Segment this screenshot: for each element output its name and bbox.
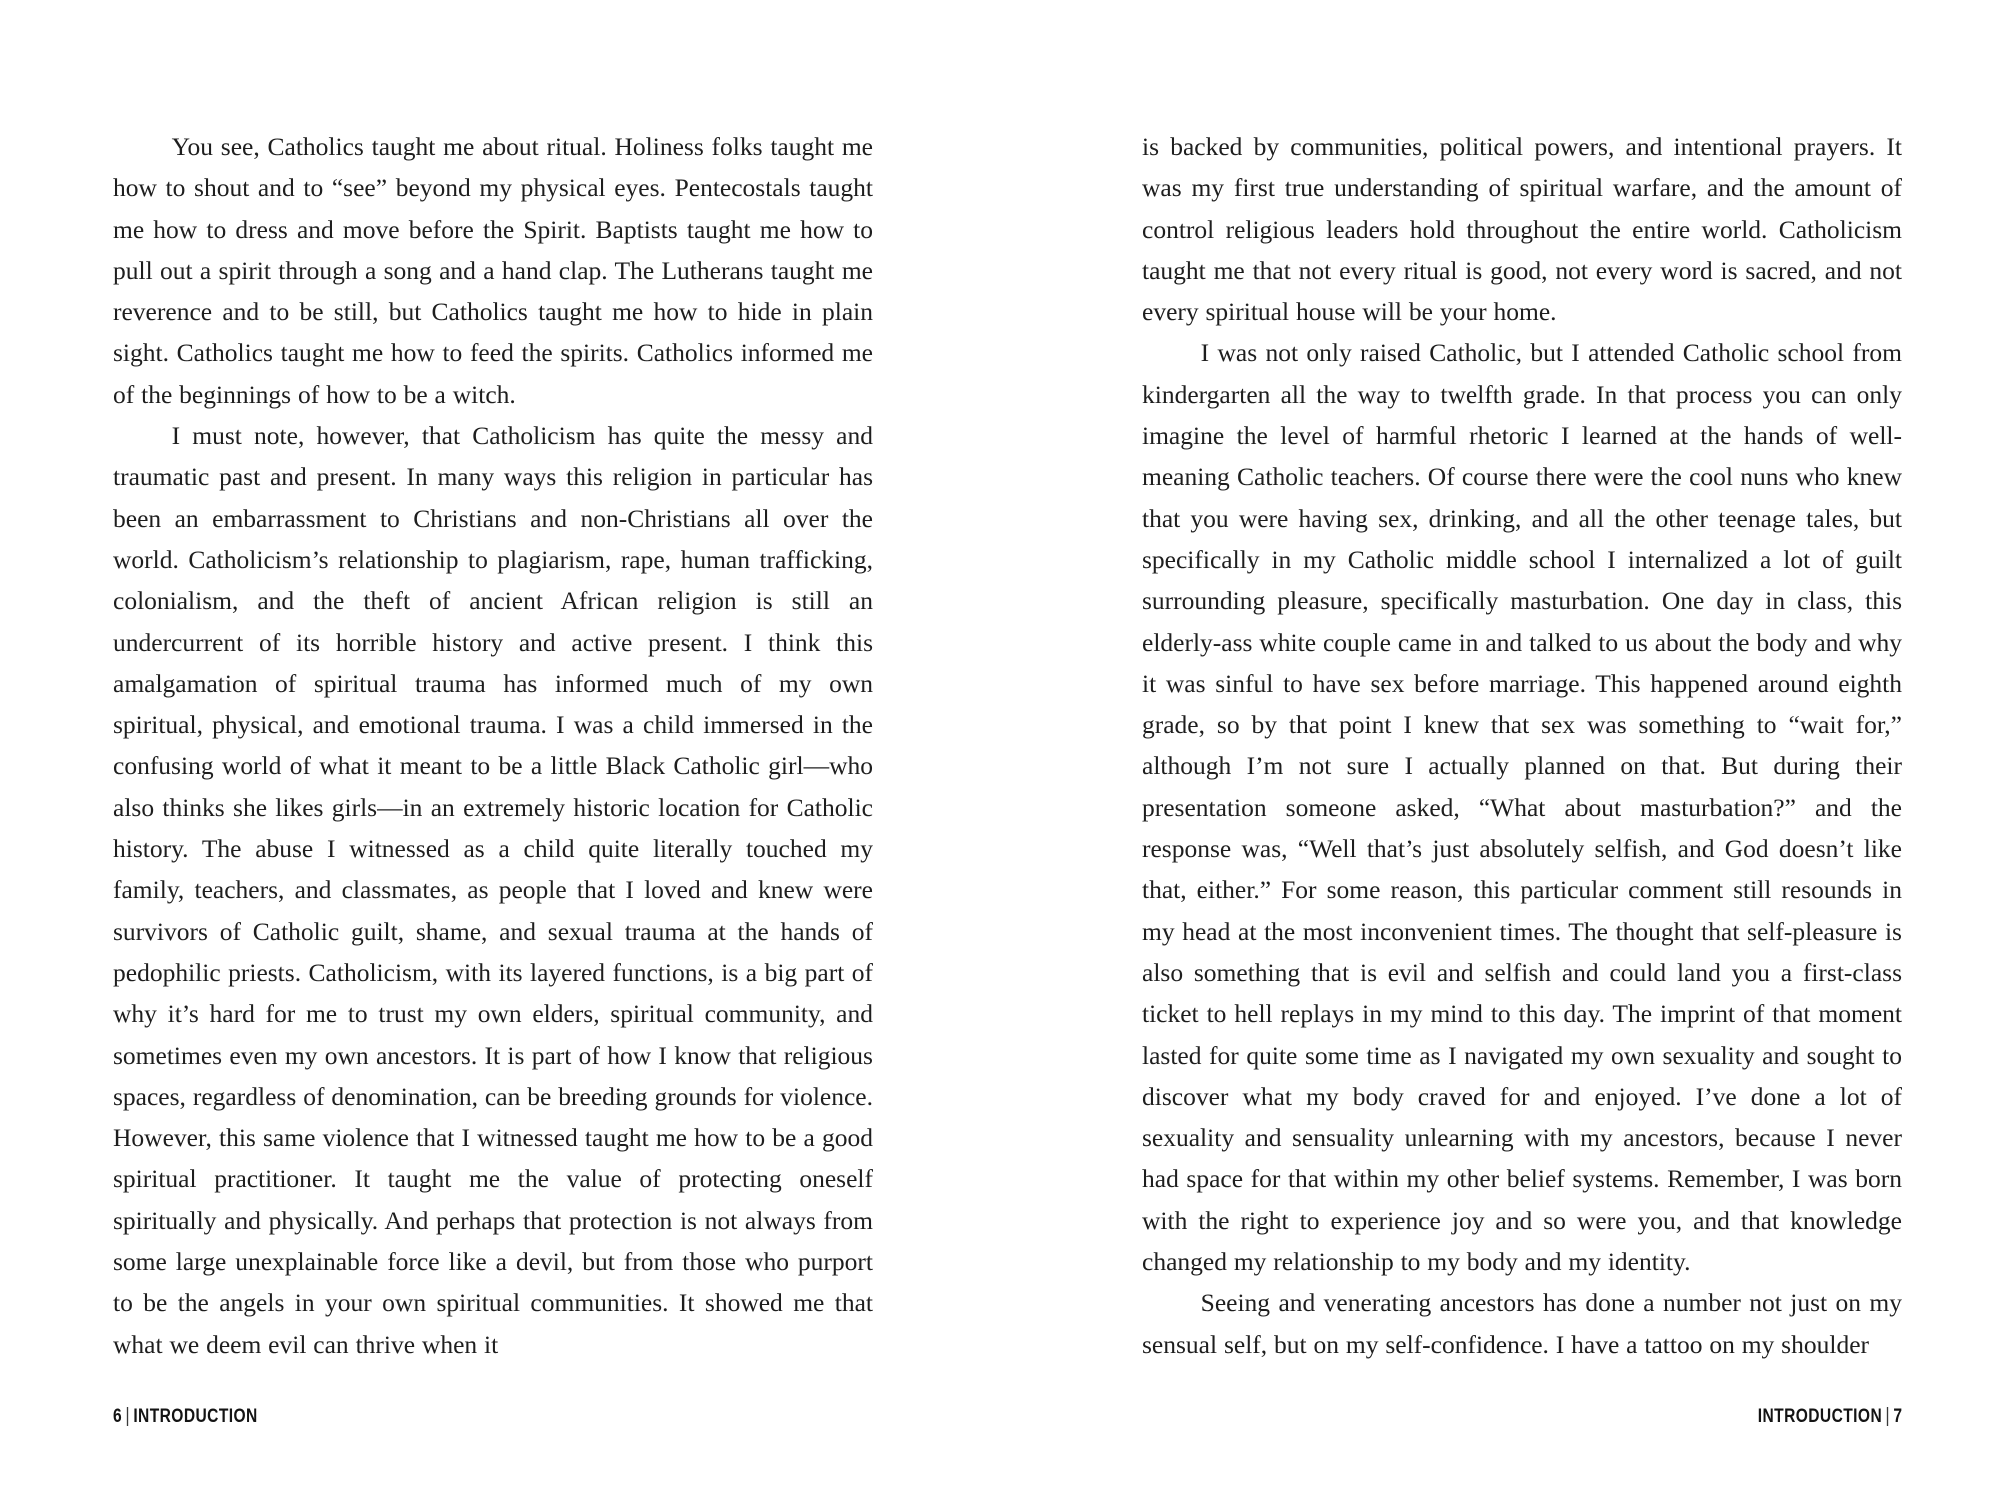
footer-text (1757, 1405, 1902, 1428)
page-footer-right (1142, 1405, 1902, 1428)
paragraph: You see, Catholics taught me about ritual. Holiness folks taught me how to shout and to “see” beyond my physical eyes. Pentecostals taught me how to dress and move before the Spirit. Baptists taught me how to pull out a spirit through a song and a hand clap. The Lutherans taught me reverence and to be still, but Catholics taught me how to hide in plain sight. Catholics taught me how to feed the spirits. Catholics informed me of the beginnings of how to be a witch. (113, 132, 873, 409)
paragraph-continuation: is backed by communities, political powers, and intentional prayers. It was my first true understanding of spiritual warfare, and the amount of control religious leaders hold throughout the entire world. Catholicism taught me that not every ritual is good, not every word is sacred, and not every spiritual house will be your home. (1142, 132, 1902, 327)
right-page-text (1142, 126, 1902, 1365)
footer-text (113, 1405, 258, 1428)
footer-separator: | (1884, 1405, 1890, 1427)
page-footer-left (113, 1405, 873, 1428)
paragraph: I must note, however, that Catholicism has quite the messy and traumatic past and present. In many ways this religion in particular has been an embarrassment to Christians and non-Christians all over the world. Catholicism’s relationship to plagiarism, rape, human trafficking, colonialism, and the theft of ancient African religion is still an undercurrent of its horrible history and active present. I think this amalgamation of spiritual trauma has informed much of my own spiritual, physical, and emotional trauma. I was a child immersed in the confusing world of what it meant to be a little Black Catholic girl—who also thinks she likes girls—in an extremely historic location for Catholic history. The abuse I witnessed as a child quite literally touched my family, teachers, and classmates, as people that I loved and knew were survivors of Catholic guilt, shame, and sexual trauma at the hands of pedophilic priests. Catholicism, with its layered functions, is a big part of why it’s hard for me to trust my own elders, spiritual community, and sometimes even my own ancestors. It is part of how I know that religious spaces, regardless of denomination, can be breeding grounds for violence. However, this same violence that I witnessed taught me how to be a good spiritual practitioner. It taught me the value of protecting oneself spiritually and physically. And perhaps that protection is not always from some large unexplainable force like a devil, but from those who purport to be the angels in your own spiritual communities. It showed me that what we deem evil can thrive when it (113, 421, 873, 1359)
section-label: INTRODUCTION (133, 1406, 258, 1427)
paragraph: I was not only raised Catholic, but I attended Catholic school from kindergarten all the way to twelfth grade. In that process you can only imagine the level of harmful rhetoric I learned at the hands of well-meaning Catholic teachers. Of course there were the cool nuns who knew that you were having sex, drinking, and all the other teenage tales, but specifically in my Catholic middle school I internalized a lot of guilt surrounding pleasure, specifically masturbation. One day in class, this elderly-ass white couple came in and talked to us about the body and why it was sinful to have sex before marriage. This happened around eighth grade, so by that point I knew that sex was something to “wait for,” although I’m not sure I actually planned on that. But during their presentation someone asked, “What about masturbation?” and the response was, “Well that’s just absolutely selfish, and God doesn’t like that, either.” For some reason, this particular comment still resounds in my head at the most inconvenient times. The thought that self-pleasure is also something that is evil and selfish and could land you a first-class ticket to hell replays in my mind to this day. The imprint of that moment lasted for quite some time as I navigated my own sexuality and sought to discover what my body craved for and enjoyed. I’ve done a lot of sexuality and sensuality unlearning with my ancestors, because I never had space for that within my other belief systems. Remember, I was born with the right to experience joy and so were you, and that knowledge changed my relationship to my body and my identity. (1142, 338, 1902, 1277)
footer-separator: | (125, 1405, 131, 1427)
page-number: 7 (1892, 1406, 1902, 1427)
page-number: 6 (113, 1406, 123, 1427)
paragraph: Seeing and venerating ancestors has done a number not just on my sensual self, but on my self-confidence. I have a tattoo on my shoulder (1142, 1288, 1902, 1359)
section-label: INTRODUCTION (1757, 1406, 1882, 1427)
right-page (1142, 0, 1902, 1499)
left-page-text (113, 126, 873, 1365)
left-page (113, 0, 873, 1499)
